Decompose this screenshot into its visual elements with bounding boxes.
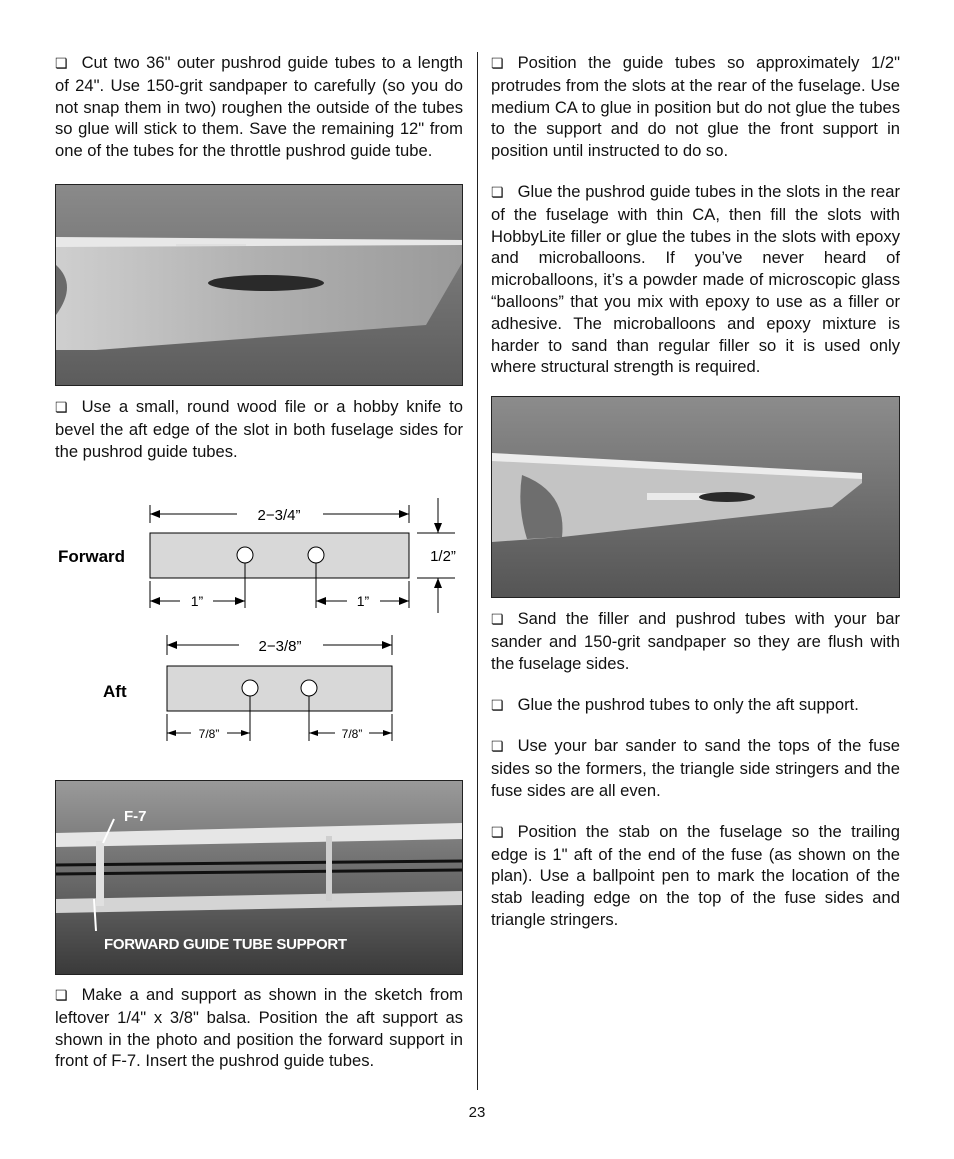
checkbox-icon[interactable]: ❏ bbox=[55, 398, 68, 415]
checkbox-icon[interactable]: ❏ bbox=[55, 55, 68, 71]
step-cut-tubes: ❏ Cut two 36" outer pushrod guide tubes to a length of 24". Use 150-grit sandpaper to carefully (so you do not snap them in two) roughen the outside of the tubes so glue will stick to them. Save the remaining 12" from one of the tubes for the throttle pushrod guide tube. bbox=[55, 53, 463, 161]
support-dimension-diagram bbox=[55, 493, 475, 753]
step-position-stab: ❏ Position the stab on the fuselage so the trailing edge is 1" aft of the end of the fuse (as shown on the plan). Use a ballpoint pen to mark the location of the stab leading edge on the top of the fuse sides and triangle stringers. bbox=[491, 821, 900, 929]
forward-height-label: 1/2” bbox=[430, 548, 456, 565]
fuselage-slot-image bbox=[56, 185, 462, 385]
support-label: FORWARD GUIDE TUBE SUPPORT bbox=[104, 936, 347, 953]
f7-label: F-7 bbox=[124, 808, 147, 825]
checkbox-icon[interactable]: ❏ bbox=[55, 987, 68, 1003]
aft-right-offset: 7/8” bbox=[341, 727, 363, 741]
column-divider bbox=[477, 52, 478, 1090]
step-position-tubes: ❏ Position the guide tubes so approximately 1/2" protrudes from the slots at the rear of the fuselage. Use medium CA to glue in position but do not glue the tubes to the support and do not glue the front support in position until instructed to do so. bbox=[491, 53, 900, 161]
tubes-protruding-image bbox=[492, 397, 899, 597]
step-sand-filler: ❏ Sand the filler and pushrod tubes with your bar sander and 150-grit sandpaper so they are flush with the fuselage sides. bbox=[491, 609, 900, 673]
checkbox-icon[interactable]: ❏ bbox=[491, 183, 504, 200]
photo-fuselage-slot bbox=[55, 184, 463, 386]
checkbox-icon[interactable]: ❏ bbox=[491, 611, 504, 628]
aft-left-offset: 7/8” bbox=[198, 727, 220, 741]
checkbox-icon[interactable]: ❏ bbox=[491, 823, 504, 840]
aft-length-label: 2−3/8” bbox=[258, 638, 302, 655]
aft-label: Aft bbox=[103, 682, 127, 701]
forward-left-offset: 1” bbox=[190, 593, 204, 609]
step-bevel-slot: ❏ Use a small, round wood file or a hobby knife to bevel the aft edge of the slot in both fuselage sides for the pushrod guide tubes. bbox=[55, 396, 463, 461]
step-make-supports: ❏ Make a and support as shown in the sketch from leftover 1/4" x 3/8" balsa. Position the aft support as shown in the photo and position the forward support in front of F-7. Insert the pushrod guide tubes. bbox=[55, 985, 463, 1071]
forward-length-label: 2−3/4” bbox=[257, 507, 301, 524]
step-sand-tops: ❏ Use your bar sander to sand the tops of the fuse sides so the formers, the triangle side stringers and the fuse sides are all even. bbox=[491, 736, 900, 800]
forward-label: Forward bbox=[58, 547, 126, 566]
photo-tubes-protruding bbox=[491, 396, 900, 598]
page-number: 23 bbox=[468, 1104, 486, 1121]
step-glue-tubes: ❏ Glue the pushrod guide tubes in the slots in the rear of the fuselage with thin CA, then fill the slots with HobbyLite filler or glue the tubes in the slots with epoxy and microballoons. If you’ve never heard of microballoons, it’s a powder made of microscopic glass “balloons” that you mix with epoxy to use as a filler or adhesive. The microballoons and epoxy mixture is harder to sand than regular filler so it is used only where structural strength is required. bbox=[491, 181, 900, 377]
step-glue-aft-support: ❏ Glue the pushrod tubes to only the aft support. bbox=[491, 694, 859, 714]
photo-guide-tube-support bbox=[55, 780, 463, 975]
checkbox-icon[interactable]: ❏ bbox=[491, 696, 504, 713]
right-column bbox=[491, 52, 900, 931]
forward-right-offset: 1” bbox=[356, 593, 370, 609]
checkbox-icon[interactable]: ❏ bbox=[491, 738, 504, 755]
checkbox-icon[interactable]: ❏ bbox=[491, 55, 504, 71]
left-column bbox=[55, 52, 463, 462]
